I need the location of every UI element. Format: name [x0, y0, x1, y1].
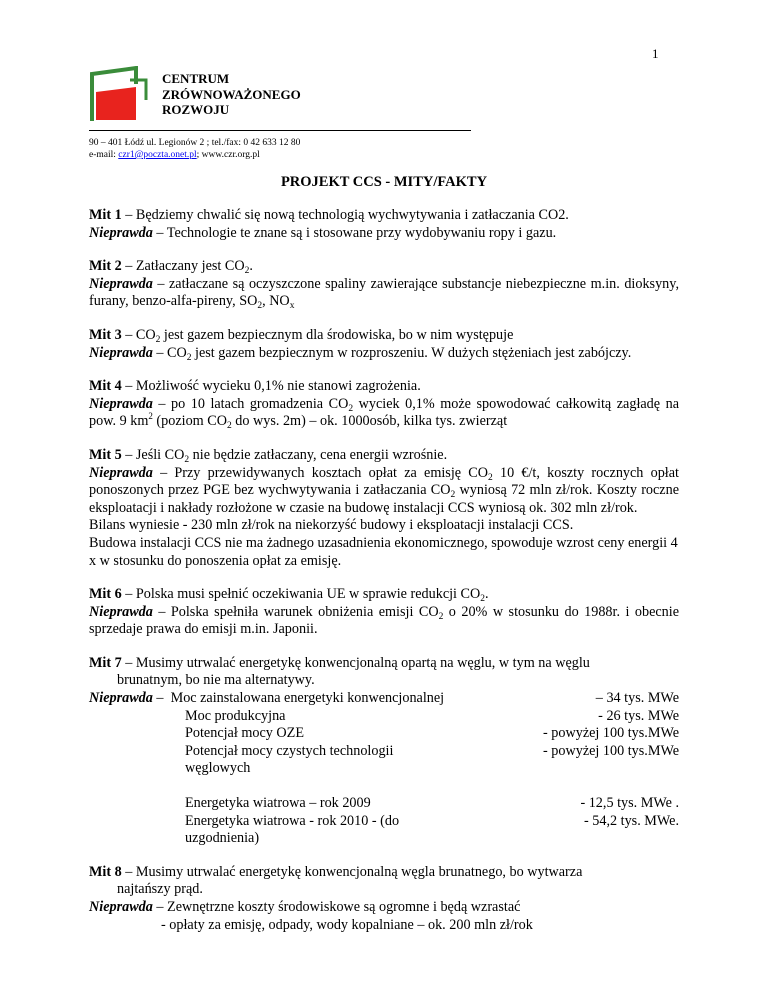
- contact-info: [89, 137, 300, 161]
- myth-8: Mit 8 – Musimy utrwalać energetykę konwencjonalną węgla brunatnego, bo wytwarza najtańszy prąd. Nieprawda – Zewnętrzne koszty środowiskowe są ogromne i będą wzrastać - opłaty za emisję, odpady, wody kopalniane – ok. 200 mln zł/rok: [89, 863, 583, 933]
- myth-3: Mit $3 - CO_2$ jest gazem bezpiecznym dla środowiska, bo w nim występuje Nieprawda – $CO_2$ jest gazem bezpiecznym w rozproszeniu. W dużych stężeniach jest zabójczy.: [89, 326, 632, 363]
- wind-row: Energetyka wiatrowa – rok 2009 - 12,5 tys. MWe .: [185, 795, 679, 812]
- myth-5-conclusion: Budowa instalacji CCS nie ma żadnego uzasadnienia ekonomicznego, spowoduje wzrost ceny energii 4 x w stosunku do ponoszenia opłat za emisję.: [89, 534, 678, 569]
- logo-red-panel: [96, 87, 136, 120]
- organization-name: [162, 71, 301, 118]
- address-line: 90 – 401 Łódź ul. Legionów 2 ; tel./fax: 0 42 633 12 80: [89, 138, 301, 148]
- header-divider: [89, 130, 471, 131]
- capacity-row: Moc produkcyjna - 26 tys. MWe: [185, 707, 679, 724]
- org-line-2: ZRÓWNOWAŻONEGO: [162, 86, 301, 102]
- page-number: 1: [652, 46, 659, 61]
- myth-5-balance: Bilans wyniesie - 230 mln zł/rok na niekorzyść budowy i eksploatacji instalacji CCS.: [89, 517, 574, 534]
- wind-row: Energetyka wiatrowa - rok 2010 - (do uzgodnienia) - 54,2 tys. MWe.: [185, 812, 679, 847]
- myth-4: Mit 4 – Możliwość wycieku 0,1% nie stanowi zagrożenia. Nieprawda – po 10 latach gromadzenia $CO_2$ wyciek 0,1% może spowodować całkowitą zagładę na pow. 9 $km^2$ (poziom $CO_2$ do wys. 2m) – ok. 1000osób, kilka tys. zwierząt: [89, 378, 679, 432]
- org-line-1: CENTRUM: [162, 71, 230, 86]
- email-link[interactable]: czr1@poczta.onet.pl: [118, 150, 197, 160]
- org-line-3: ROZWOJU: [162, 102, 230, 117]
- document-body: [89, 207, 679, 950]
- capacity-row: Potencjał mocy czystych technologii węglowych - powyżej 100 tys.MWe: [185, 742, 679, 777]
- myth-2: Mit 2 – Zatłaczany jest $CO_2$. Nieprawda – zatłaczane są oczyszczone spaliny zawierające substancje niebezpieczne m.in. dioksyny, furany, benzo-alfa-pireny, $SO_2$, $NO_x$: [89, 258, 679, 312]
- myth-6: Mit 6 – Polska musi spełnić oczekiwania UE w sprawie redukcji $CO_2$. Nieprawda – Polska spełniła warunek obniżenia emisji $CO_2$ o 20% w stosunku do 1988r. i obecnie sprzedaje prawa do emisji m.in. Japonii.: [89, 586, 679, 638]
- myth-1: Mit 1 – Będziemy chwalić się nową technologią wychwytywania i zatłaczania CO2. Nieprawda – Technologie te znane są i stosowane przy wydobywaniu ropy i gazu.: [89, 207, 569, 241]
- myth-7: Mit 7 – Musimy utrwalać energetykę konwencjonalną opartą na węglu, w tym na węglu brunatnym, bo nie ma alternatywy. Nieprawda – Moc zainstalowana energetyki konwencjonalnej – 34 tys. MWe Moc produkcyjna - 26 tys. MWe Potencjał mocy OZE - powyżej 100 tys.MWe Potencjał mocy czystych technologii węglowych - powyżej 100 tys.MWe Energetyka wiatrowa – rok 2009 - 12,5 tys. MWe . Energetyka wiatrowa - rok 2010 - (do uzgodnienia) - 54,2 tys. MWe.: [89, 654, 679, 847]
- capacity-row: Potencjał mocy OZE - powyżej 100 tys.MWe: [185, 725, 679, 742]
- website-text: ; www.czr.org.pl: [196, 150, 260, 160]
- myth-5: Mit 5 – Jeśli $CO_2$ nie będzie zatłaczany, cena energii wzrośnie. Nieprawda – Przy przewidywanych kosztach opłat za emisję $CO_2$ 10 €/t, koszty rocznych opłat ponoszonych przez PGE bez wychwytywania i zatłaczania $CO_2$ wyniosą 72 mln zł/rok. Koszty roczne eksploatacji i nakłady rozłożone w czasie na budowę instalacji CCS wyniosą ok. 302 mln zł/rok. Bilans wyniesie - 230 mln zł/rok na niekorzyść budowy i eksploatacji instalacji CCS. Budowa instalacji CCS nie ma żadnego uzasadnienia ekonomicznego, spowoduje wzrost ceny energii 4 x w stosunku do ponoszenia opłat za emisję.: [89, 446, 679, 569]
- document-title: PROJEKT CCS - MITY/FAKTY: [280, 174, 488, 190]
- capacity-row: Nieprawda – Moc zainstalowana energetyki konwencjonalnej – 34 tys. MWe: [89, 690, 679, 707]
- email-line: e-mail: czr1@poczta.onet.pl; www.czr.org.pl: [89, 150, 260, 160]
- organization-logo: [90, 66, 152, 122]
